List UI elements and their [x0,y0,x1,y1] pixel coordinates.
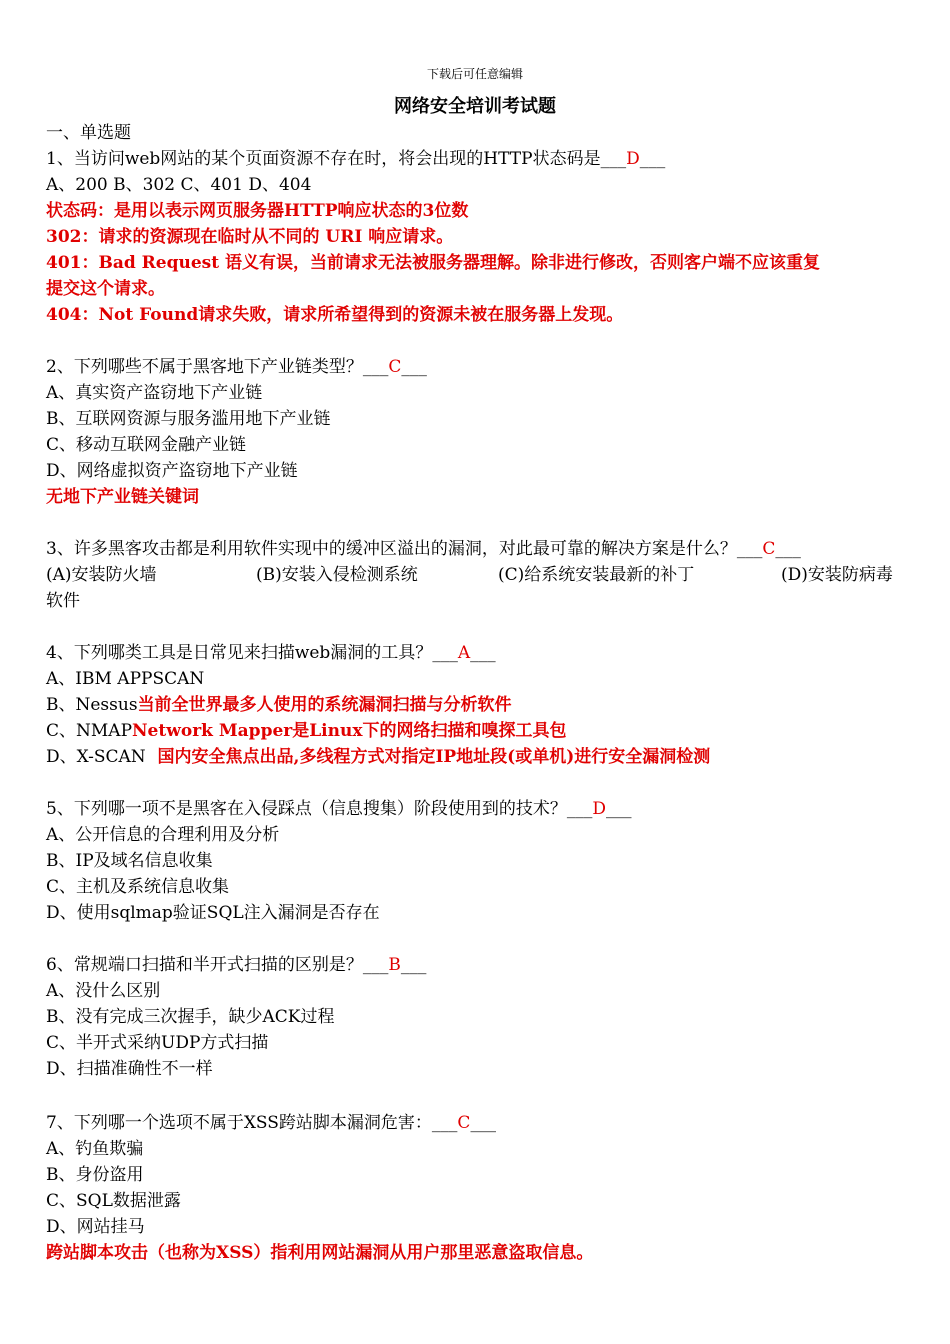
option: C、半开式采纳UDP方式扫描 [46,1033,269,1053]
explanation-line: 401：Bad Request 语义有误，当前请求无法被服务器理解。除非进行修改，否则客户端不应该重复 [46,253,821,273]
option: C、SQL数据泄露 [46,1191,181,1211]
option: A、钓鱼欺骗 [46,1139,144,1159]
question-stem: 4、下列哪类工具是日常见来扫描web漏洞的工具？ [46,643,433,663]
answer: C [457,1113,471,1133]
question-stem: 5、下列哪一项不是黑客在入侵踩点（信息搜集）阶段使用到的技术？ [46,799,567,819]
option: C、主机及系统信息收集 [46,877,230,897]
question-2: 2、下列哪些不属于黑客地下产业链类型？___C___ [46,357,427,377]
question-4: 4、下列哪类工具是日常见来扫描web漏洞的工具？___A___ [46,643,496,663]
answer: C [388,357,402,377]
option-note: Network Mapper是Linux下的网络扫描和嗅探工具包 [132,721,567,741]
option: B、互联网资源与服务滥用地下产业链 [46,409,331,429]
question-5: 5、下列哪一项不是黑客在入侵踩点（信息搜集）阶段使用到的技术？___D___ [46,799,632,819]
question-7: 7、下列哪一个选项不属于XSS跨站脚本漏洞危害：___C___ [46,1113,496,1133]
option: (D)安装防病毒 [781,565,893,585]
explanation-line: 404：Not Found请求失败，请求所希望得到的资源未被在服务器上发现。 [46,305,624,325]
answer: D [626,149,640,169]
option: A、IBM APPSCAN [46,669,205,689]
option: D、使用sqlmap验证SQL注入漏洞是否存在 [46,903,380,923]
option: B、身份盗用 [46,1165,144,1185]
option: D、扫描准确性不一样 [46,1059,213,1079]
section-heading: 一、单选题 [46,123,131,143]
option: D、网络虚拟资产盗窃地下产业链 [46,461,298,481]
question-stem: 3、许多黑客攻击都是利用软件实现中的缓冲区溢出的漏洞，对此最可靠的解决方案是什么？ [46,539,737,559]
answer: C [762,539,776,559]
question-stem: 6、常规端口扫描和半开式扫描的区别是？ [46,955,363,975]
option-note: 当前全世界最多人使用的系统漏洞扫描与分析软件 [137,695,512,715]
question-stem: 7、下列哪一个选项不属于XSS跨站脚本漏洞危害： [46,1113,432,1133]
explanation-line: 状态码：是用以表示网页服务器HTTP响应状态的3位数 [46,201,469,221]
header-note: 下载后可任意编辑 [426,67,523,81]
explanation-line: 提交这个请求。 [46,279,165,299]
option-note: 国内安全焦点出品,多线程方式对指定IP地址段(或单机)进行安全漏洞检测 [145,747,711,767]
option: C、移动互联网金融产业链 [46,435,247,455]
option: B、IP及域名信息收集 [46,851,213,871]
option: A、真实资产盗窃地下产业链 [46,383,263,403]
explanation-line: 302：请求的资源现在临时从不同的 URI 响应请求。 [46,227,454,247]
question-3-options [46,564,906,586]
explanation-line: 无地下产业链关键词 [46,487,199,507]
option: (B)安装入侵检测系统 [256,565,418,585]
answer: D [592,799,606,819]
answer: A [457,643,471,663]
option: (C)给系统安装最新的补丁 [498,565,695,585]
option: D、X-SCAN 国内安全焦点出品,多线程方式对指定IP地址段(或单机)进行安全漏洞检测 [46,747,711,767]
question-stem: 2、下列哪些不属于黑客地下产业链类型？ [46,357,363,377]
option: (A)安装防火墙 [46,565,157,585]
question-6: 6、常规端口扫描和半开式扫描的区别是？___B___ [46,955,427,975]
question-1-options: A、200 B、302 C、401 D、404 [46,175,312,195]
option: A、公开信息的合理利用及分析 [46,825,280,845]
option: C、NMAPNetwork Mapper是Linux下的网络扫描和嗅探工具包 [46,721,567,741]
answer: B [388,955,401,975]
option: B、没有完成三次握手，缺少ACK过程 [46,1007,335,1027]
explanation-line: 跨站脚本攻击（也称为XSS）指利用网站漏洞从用户那里恶意盗取信息。 [46,1243,594,1263]
question-3: 3、许多黑客攻击都是利用软件实现中的缓冲区溢出的漏洞，对此最可靠的解决方案是什么？___C___ [46,539,801,559]
question-stem: 1、当访问web网站的某个页面资源不存在时，将会出现的HTTP状态码是 [46,149,601,169]
question-1: 1、当访问web网站的某个页面资源不存在时，将会出现的HTTP状态码是___D___ [46,149,666,169]
option: B、Nessus当前全世界最多人使用的系统漏洞扫描与分析软件 [46,695,512,715]
option: D、网站挂马 [46,1217,145,1237]
option-wrap: 软件 [46,591,80,611]
page-title: 网络安全培训考试题 [394,96,556,117]
option: A、没什么区别 [46,981,161,1001]
